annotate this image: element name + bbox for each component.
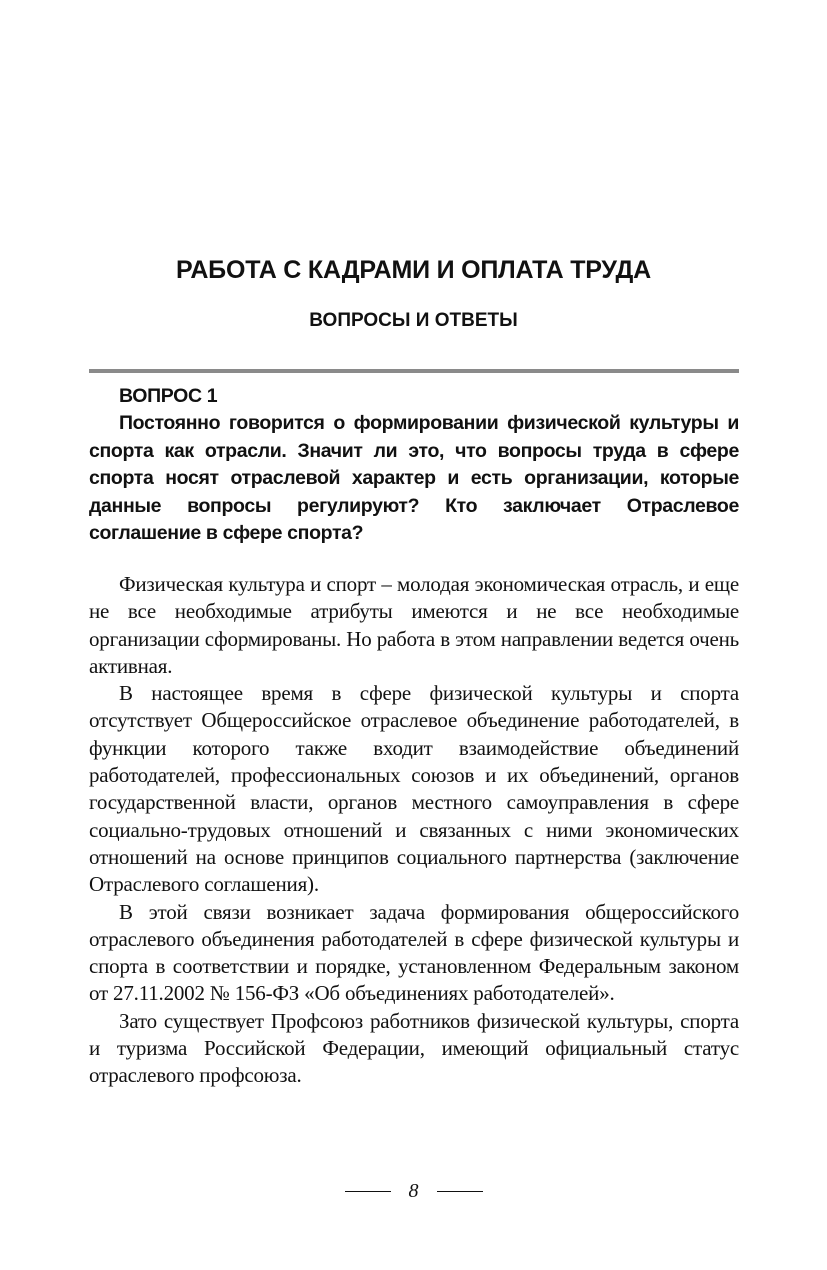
answer-paragraph: В этой связи возникает задача формирования общероссийского отраслевого объединения работодателей в сфере физической культуры и спорта в соответствии и порядке, установленном Федеральным законом от 27.11.2002 № 156-ФЗ «Об объединениях работодателей».: [89, 899, 739, 1006]
page-number: 8: [408, 1180, 419, 1202]
question-block: [89, 383, 739, 547]
answer-paragraph: Зато существует Профсоюз работников физической культуры, спорта и туризма Российской Федерации, имеющий официальный статус отраслевого профсоюза.: [89, 1008, 739, 1088]
question-heading: ВОПРОС 1: [119, 385, 218, 407]
footer-dash-right: [437, 1191, 483, 1192]
answer-paragraph: Физическая культура и спорт – молодая экономическая отрасль, и еще не все необходимые атрибуты имеются и не все необходимые организации сформированы. Но работа в этом направлении ведется очень активная.: [89, 572, 739, 678]
footer-dash-left: [345, 1191, 391, 1192]
answer-block: [89, 571, 739, 1090]
chapter-title: РАБОТА С КАДРАМИ И ОПЛАТА ТРУДА: [176, 256, 651, 284]
page-footer: [0, 1180, 827, 1203]
section-subtitle: ВОПРОСЫ И ОТВЕТЫ: [309, 310, 518, 331]
answer-paragraph: В настоящее время в сфере физической культуры и спорта отсутствует Общероссийское отраслевое объединение работодателей, в функции которого также входит взаимодействие объединений работодателей, профессиональных союзов и их объединений, органов государственной власти, органов местного самоуправления в сфере социально-трудовых отношений и связанных с ними экономических отношений на основе принципов социального партнерства (заключение Отраслевого соглашения).: [89, 681, 739, 897]
question-text: Постоянно говорится о формировании физической культуры и спорта как отрасли. Значит ли это, что вопросы труда в сфере спорта носят отраслевой характер и есть организации, которые данные вопросы регулируют? Кто заключает Отраслевое соглашение в сфере спорта?: [89, 412, 739, 545]
section-divider: [89, 369, 739, 373]
